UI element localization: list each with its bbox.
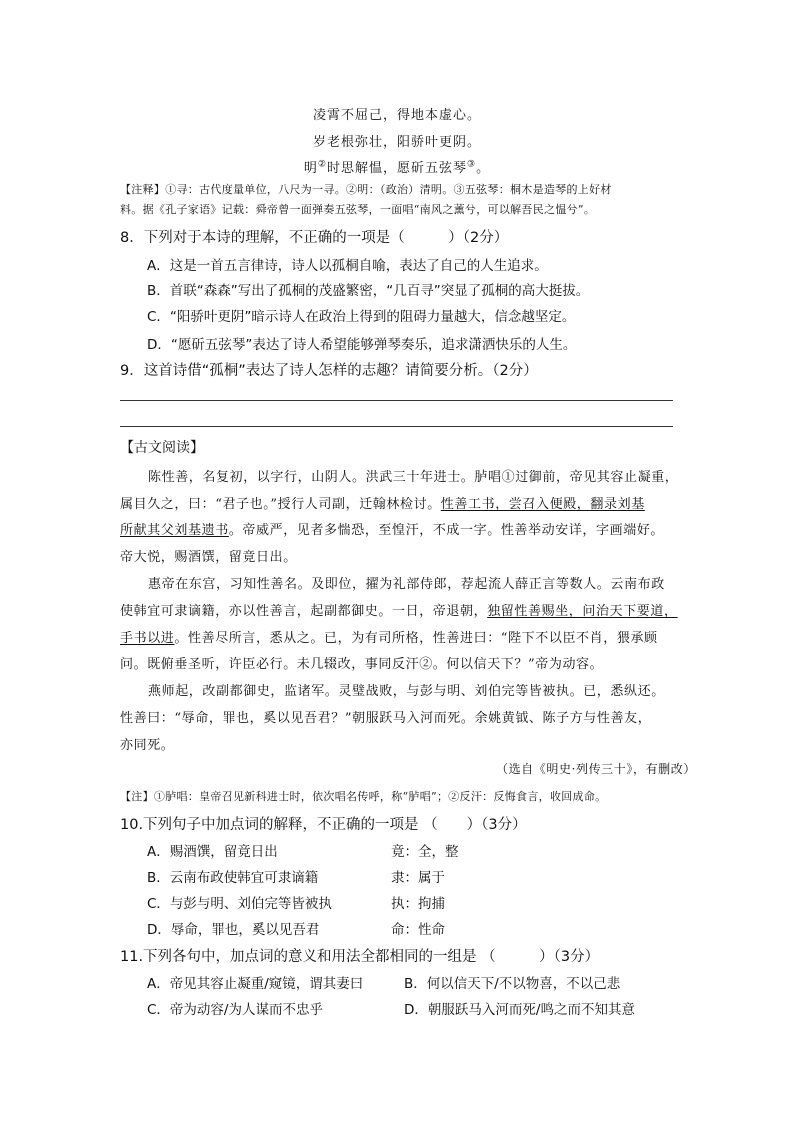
poem-note-line-2: 料。据《孔子家语》记载：舜帝曾一面弹奏五弦琴，一面唱“南风之薰兮，可以解吾民之愠兮”。 (120, 203, 596, 216)
question-10-option-c: C．与彭与明、刘伯完等皆被执 (147, 896, 332, 912)
question-10-explanation-a: 竟：全，整 (391, 844, 459, 860)
question-8-stem: 8．下列对于本诗的理解，不正确的一项是（ ）（2分） (120, 230, 509, 246)
passage-source: （选自《明史·列传三十》，有删改） (495, 762, 696, 776)
poem-line-3 (0, 157, 794, 176)
question-10-option-d: D．辱命，罪也，奚以见吾君 (147, 922, 320, 938)
question-8-option-b: B．首联“森森”写出了孤桐的茂盛繁密，“几百寻”突显了孤桐的高大挺拔。 (147, 283, 590, 299)
passage-p1-line-1: 陈性善，名复初，以字行，山阴人。洪武三十年进士。胪唱①过御前，帝见其容止凝重， (148, 470, 679, 485)
passage-p2-line-4: 问。既俯垂圣听，许臣必行。未几辍改，事同反汗②。何以信天下？”帝为动容。 (120, 657, 604, 672)
question-11-option-c: C．帝为动容/为人谋而不忠乎 (147, 1002, 323, 1018)
passage-p2-line-3 (120, 627, 658, 646)
passage-p3-line-2: 性善曰：“辱命，罪也，奚以见吾君？”朝服跃马入河而死。余姚黄钺、陈子方与性善友， (120, 711, 652, 726)
question-8-option-a: A．这是一首五言律诗，诗人以孤桐自喻，表达了自己的人生追求。 (147, 258, 548, 274)
question-11-stem: 11.下列各句中，加点词的意义和用法全都相同的一组是 （ ）（3分） (120, 949, 600, 965)
question-10-stem: 10.下列句子中加点词的解释，不正确的一项是 （ ）（3分） (120, 817, 527, 833)
question-9-stem: 9．这首诗借“孤桐”表达了诗人怎样的志趣？请简要分析。（2分） (120, 363, 538, 379)
question-10-explanation-d: 命：性命 (391, 922, 445, 938)
poem-line-3-start: 明 (303, 161, 318, 176)
question-11-option-b: B．何以信天下/不以物喜，不以己悲 (404, 976, 621, 992)
passage-p2-line-1: 惠帝在东宫，习知性善名。及即位，擢为礼部侍郎，荐起流人薛正言等数人。云南布政 (148, 577, 665, 592)
question-11-option-a: A．帝见其容止凝重/窥镜，谓其妻曰 (147, 976, 364, 992)
question-8-option-d: D．“愿斫五弦琴”表达了诗人希望能够弹琴奏乐，追求潇洒快乐的人生。 (147, 337, 577, 353)
passage-text: 使韩宜可隶谪籍，亦以性善言，起副都御史。一日，帝退朝， (120, 604, 488, 619)
poem-line-1: 凌霄不屈己，得地本虚心。 (312, 108, 481, 123)
passage-text: 属目久之，曰：“君子也。”授行人司副，迁翰林检讨。 (120, 497, 441, 512)
underlined-sentence: 手书以进 (120, 631, 175, 646)
footnote-mark: ③ (467, 159, 477, 170)
passage-p1-line-4: 帝大悦，赐酒馔，留竟日出。 (120, 550, 297, 565)
question-11-option-d: D．朝服跃马入河而死/鸣之而不知其意 (404, 1002, 635, 1018)
passage-p1-line-2 (120, 493, 645, 512)
question-10-explanation-c: 执：拘捕 (391, 896, 445, 912)
poem-line-2: 岁老根弥壮，阳骄叶更阴。 (312, 135, 481, 150)
passage-p3-line-1: 燕师起，改副都御史，监诸军。灵璧战败，与彭与明、刘伯完等皆被执。已，悉纵还。 (148, 684, 665, 699)
section-title: 【古文阅读】 (120, 440, 204, 456)
poem-note-line-1: 【注释】①寻：古代度量单位，八尺为一寻。②明：（政治）清明。③五弦琴：桐木是造琴的上好材 (120, 183, 612, 196)
question-10-option-a: A．赐酒馔，留竟日出 (147, 844, 278, 860)
underlined-sentence: 所献其父刘基遗书 (120, 523, 229, 538)
question-8-option-c: C．“阳骄叶更阴”暗示诗人在政治上得到的阻碍力量越大，信念越坚定。 (147, 309, 576, 325)
passage-note: 【注】①胪唱：皇帝召见新科进士时，依次唱名传呼，称“胪唱”；②反汗：反悔食言，收回成命。 (120, 790, 607, 803)
passage-text: 。帝威严，见者多惴恐，至惶汗，不成一字。性善举动安详，字画端好。 (228, 523, 665, 538)
underlined-sentence: 性善工书，尝召入便殿，翻录刘基 (440, 497, 645, 512)
passage-p2-line-2 (120, 600, 678, 619)
passage-p1-line-3 (120, 519, 664, 538)
footnote-mark: ② (317, 159, 327, 170)
underlined-sentence: 独留性善赐坐，问治天下要道， (487, 604, 678, 619)
passage-p3-line-3: 亦同死。 (120, 738, 175, 753)
question-10-explanation-b: 隶：属于 (391, 870, 445, 886)
passage-text: 。性善尽所言，悉从之。已，为有司所格，性善进曰：“陛下不以臣不肖，猥承顾 (174, 631, 658, 646)
answer-line-2 (120, 426, 673, 427)
question-10-option-b: B．云南布政使韩宜可隶谪籍 (147, 870, 319, 886)
poem-line-3-end: 。 (476, 161, 491, 176)
poem-line-3-text: 时思解愠，愿斫五弦琴 (326, 161, 467, 176)
answer-line-1 (120, 400, 673, 401)
